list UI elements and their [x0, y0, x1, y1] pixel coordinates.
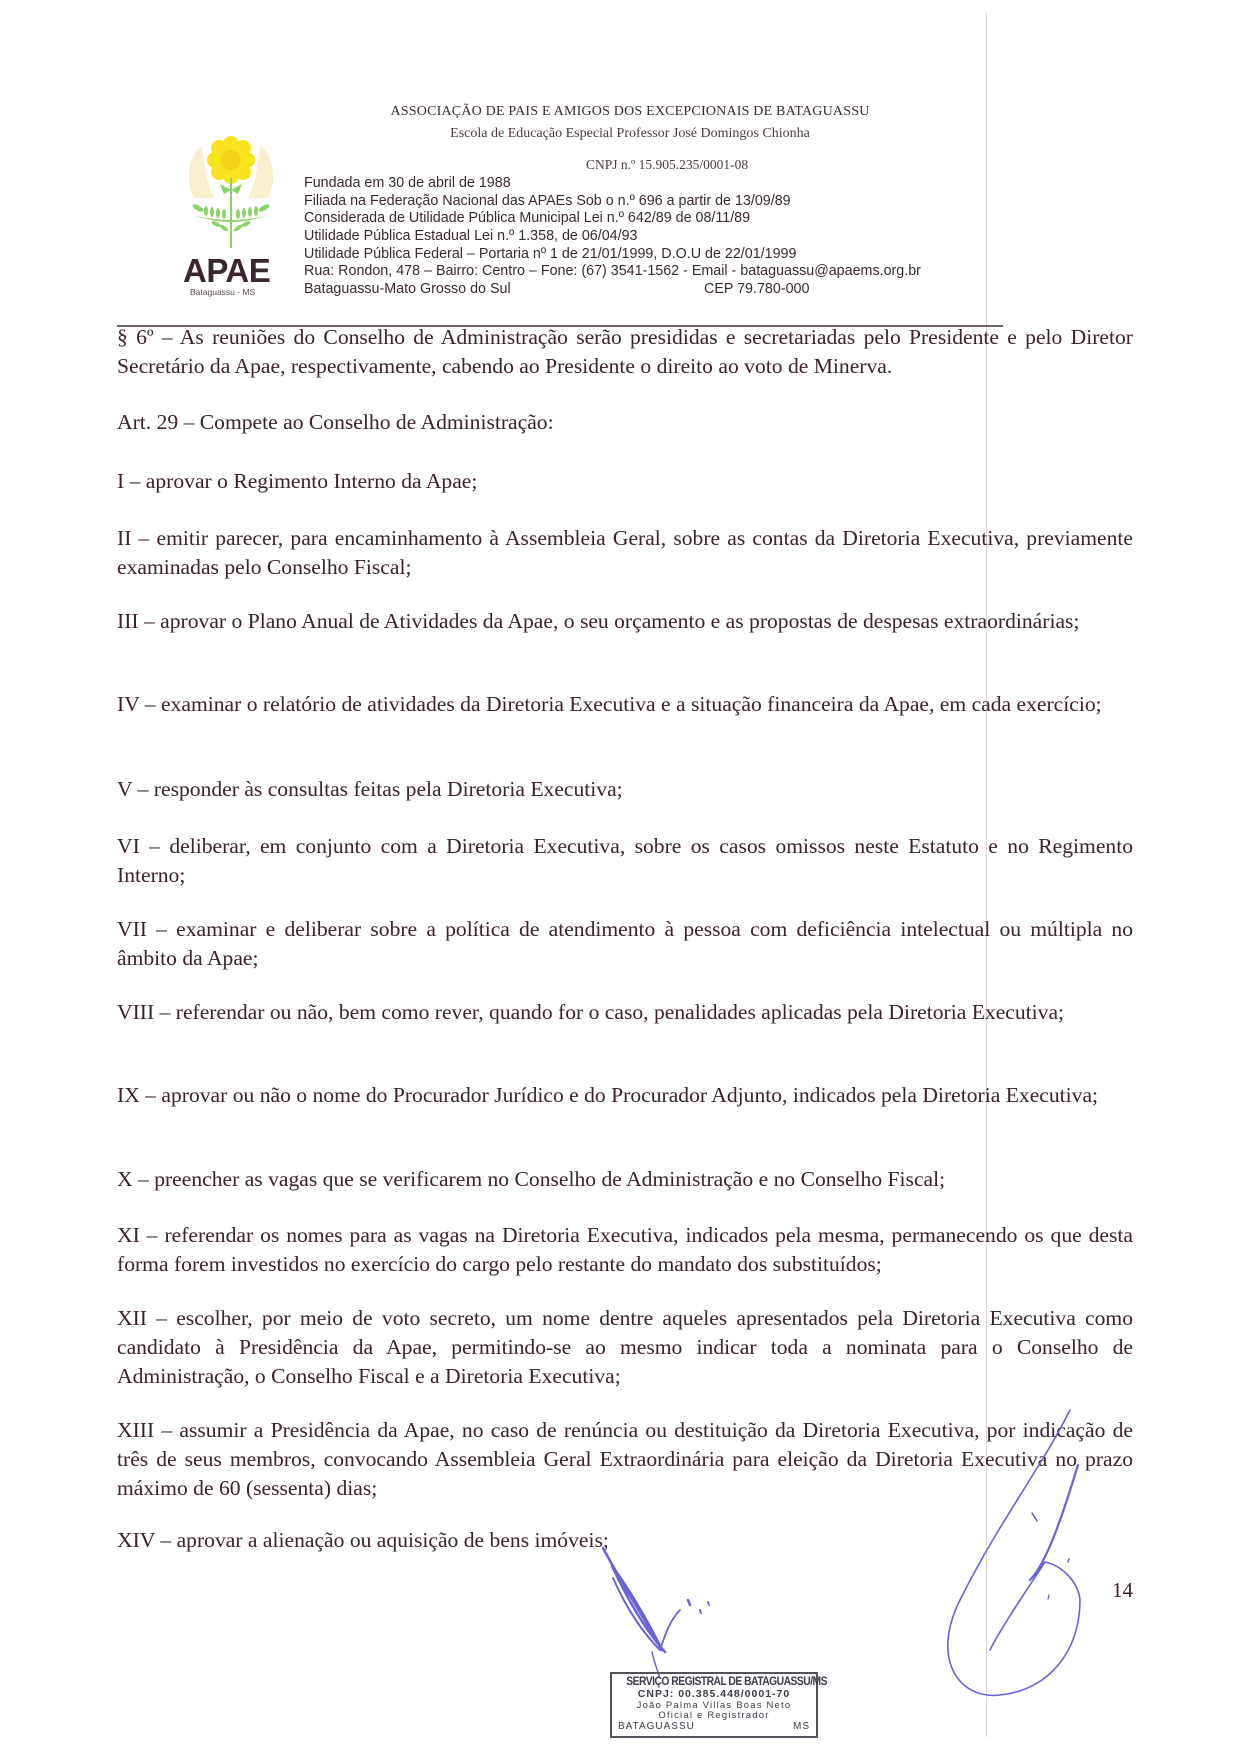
info-line-founded: Fundada em 30 de abril de 1988	[304, 175, 511, 191]
info-line-city	[304, 281, 921, 299]
item-x: X – preencher as vagas que se verificarem no Conselho de Administração e no Conselho Fiscal;	[117, 1167, 946, 1191]
registry-stamp	[610, 1672, 828, 1738]
item-xiii: XIII – assumir a Presidência da Apae, no caso de renúncia ou destituição da Diretoria Executiva, por indicação de três de seus membros, convocando Assembleia Geral Extraordinária para eleição da Diretoria Executiva no prazo máximo de 60 (sessenta) dias;	[117, 1418, 1133, 1500]
org-cnpj: CNPJ n.º 15.905.235/0001-08	[586, 157, 749, 172]
page-number: 14	[1112, 1578, 1133, 1602]
paragraph-6: § 6º – As reuniões do Conselho de Administração serão presididas e secretariadas pelo Presidente e pelo Diretor Secretário da Apae, respectivamente, cabendo ao Presidente o direito ao voto de Minerva.	[117, 325, 1133, 378]
item-i: I – aprovar o Regimento Interno da Apae;	[117, 469, 478, 493]
item-v: V – responder às consultas feitas pela Diretoria Executiva;	[117, 777, 623, 801]
city-text: Bataguassu-Mato Grosso do Sul	[304, 281, 511, 298]
stamp-cnpj: CNPJ: 00.385.448/0001-70	[637, 1688, 791, 1700]
item-iii: III – aprovar o Plano Anual de Atividades da Apae, o seu orçamento e as propostas de despesas extraordinárias;	[117, 609, 1080, 633]
cep-text: CEP 79.780-000	[704, 281, 810, 298]
stamp-state: MS	[793, 1721, 810, 1732]
stamp-officer-title: Oficial e Registrador	[658, 1710, 770, 1721]
stamp-city: BATAGUASSU	[618, 1721, 695, 1732]
item-viii: VIII – referendar ou não, bem como rever, quando for o caso, penalidades aplicadas pela Diretoria Executiva;	[117, 1000, 1065, 1024]
logo-name: APAE	[183, 252, 271, 289]
item-xi: XI – referendar os nomes para as vagas na Diretoria Executiva, indicados pela mesma, permanecendo os que desta forma forem investidos no exercício do cargo pelo restante do mandato dos substituídos;	[117, 1223, 1133, 1276]
item-vii: VII – examinar e deliberar sobre a política de atendimento à pessoa com deficiência intelectual ou múltipla no âmbito da Apae;	[117, 917, 1133, 970]
item-iv: IV – examinar o relatório de atividades da Diretoria Executiva e a situação financeira da Apae, em cada exercício;	[117, 692, 1102, 716]
stamp-location	[612, 1721, 816, 1732]
org-info-block	[304, 175, 921, 299]
item-ii: II – emitir parecer, para encaminhamento à Assembleia Geral, sobre as contas da Diretoria Executiva, previamente examinadas pelo Conselho Fiscal;	[117, 526, 1133, 579]
signature-left	[603, 1548, 665, 1652]
info-line-federal: Utilidade Pública Federal – Portaria nº 1 de 21/01/1999, D.O.U de 22/01/1999	[304, 245, 797, 262]
logo-subtitle: Bataguassu - MS	[190, 287, 256, 297]
info-line-address: Rua: Rondon, 478 – Bairro: Centro – Fone: (67) 3541-1562 - Email - bataguassu@apaems.org.br	[304, 263, 921, 280]
item-vi: VI – deliberar, em conjunto com a Diretoria Executiva, sobre os casos omissos neste Estatuto e no Regimento Interno;	[117, 834, 1133, 887]
info-line-federation: Filiada na Federação Nacional das APAEs Sob o n.º 696 a partir de 13/09/89	[304, 192, 791, 209]
info-line-state: Utilidade Pública Estadual Lei n.º 1.358, de 06/04/93	[304, 228, 638, 245]
article-29-heading: Art. 29 – Compete ao Conselho de Administração:	[117, 410, 554, 434]
item-ix: IX – aprovar ou não o nome do Procurador Jurídico e do Procurador Adjunto, indicados pela Diretoria Executiva;	[117, 1083, 1099, 1107]
org-name: ASSOCIAÇÃO DE PAIS E AMIGOS DOS EXCEPCIONAIS DE BATAGUASSU	[390, 104, 870, 119]
item-xiv: XIV – aprovar a alienação ou aquisição de bens imóveis;	[117, 1528, 609, 1552]
stamp-title: SERVIÇO REGISTRAL DE BATAGUASSU/MS	[626, 1674, 828, 1688]
info-line-municipal: Considerada de Utilidade Pública Municipal Lei n.º 642/89 de 08/11/89	[304, 210, 751, 227]
stamp-officer-name: João Palma Villas Boas Neto	[636, 1700, 792, 1711]
item-xii: XII – escolher, por meio de voto secreto, um nome dentre aqueles apresentados pela Diretoria Executiva como candidato à Presidência da Apae, permitindo-se ao mesmo indicar toda a nominata para o Conselho de Administração, o Conselho Fiscal e a Diretoria Executiva;	[117, 1306, 1133, 1388]
school-name: Escola de Educação Especial Professor José Domingos Chionha	[450, 126, 810, 141]
